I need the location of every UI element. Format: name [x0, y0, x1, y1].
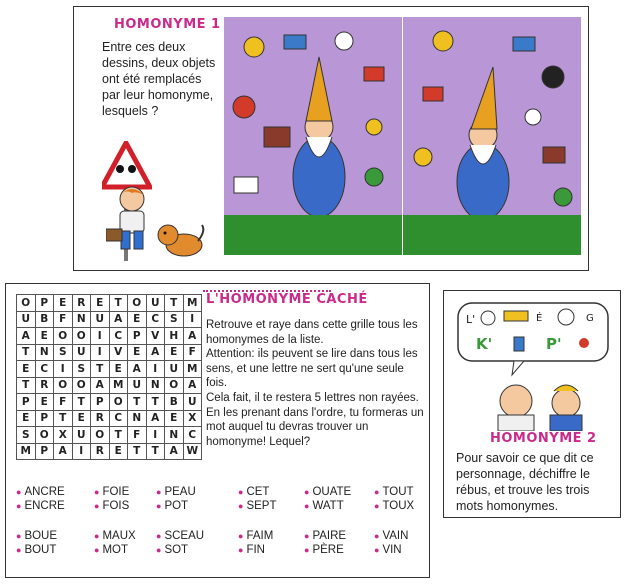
grid-cell[interactable]: I [146, 361, 165, 378]
rebus-illustration [454, 299, 612, 431]
word-label: MAUX [102, 530, 136, 542]
grid-cell[interactable]: O [91, 427, 110, 444]
word-item [374, 500, 414, 512]
word-item [238, 544, 265, 556]
grid-cell[interactable]: A [146, 344, 165, 361]
bullet-icon: ● [156, 501, 162, 511]
grid-cell[interactable]: X [183, 410, 202, 427]
word-label: VIN [382, 544, 402, 556]
word-label: CET [246, 486, 270, 498]
grid-cell[interactable]: U [72, 344, 91, 361]
grid-cell[interactable]: F [54, 311, 73, 328]
word-label: SEPT [246, 500, 277, 512]
homonyme2-text: Pour savoir ce que dit ce personnage, déchiffre le rébus, et trouve les trois mots homonymes. [456, 451, 594, 513]
grid-cell[interactable]: I [72, 443, 91, 460]
grid-cell[interactable]: A [146, 410, 165, 427]
grid-cell[interactable]: A [109, 311, 128, 328]
bullet-icon: ● [238, 531, 244, 541]
bullet-icon: ● [94, 545, 100, 555]
grid-cell[interactable]: X [54, 427, 73, 444]
grid-cell[interactable]: O [72, 377, 91, 394]
grid-cell[interactable]: O [165, 377, 184, 394]
word-label: FOIS [102, 500, 130, 512]
bullet-icon: ● [94, 501, 100, 511]
grid-cell[interactable]: A [183, 328, 202, 345]
svg-text:K': K' [476, 335, 493, 353]
grid-cell[interactable]: T [72, 394, 91, 411]
bullet-icon: ● [16, 487, 22, 497]
word-item [238, 530, 273, 542]
grid-cell[interactable]: U [91, 311, 110, 328]
word-label: PAIRE [312, 530, 347, 542]
word-item [16, 500, 65, 512]
word-label: POT [164, 500, 189, 512]
grid-cell[interactable]: H [165, 328, 184, 345]
grid-cell[interactable]: E [91, 295, 110, 312]
word-item [374, 530, 408, 542]
word-item [156, 544, 188, 556]
grid-cell[interactable]: A [183, 377, 202, 394]
grid-cell[interactable]: P [35, 443, 54, 460]
grid-cell[interactable]: M [17, 443, 36, 460]
word-label: PÈRE [312, 544, 344, 556]
grid-cell[interactable]: U [72, 427, 91, 444]
bullet-icon: ● [156, 531, 162, 541]
word-item [156, 500, 188, 512]
grid-cell[interactable]: N [72, 311, 91, 328]
grid-cell[interactable]: R [91, 443, 110, 460]
grid-row [17, 394, 202, 411]
grid-row [17, 361, 202, 378]
grid-cell[interactable]: T [128, 443, 147, 460]
grid-cell[interactable]: T [128, 394, 147, 411]
grid-cell[interactable]: N [35, 344, 54, 361]
svg-text:G: G [586, 313, 594, 324]
grid-cell[interactable]: F [128, 427, 147, 444]
grid-cell[interactable]: S [17, 427, 36, 444]
grid-cell[interactable]: T [17, 377, 36, 394]
grid-cell[interactable]: S [165, 311, 184, 328]
grid-cell[interactable]: P [35, 410, 54, 427]
grid-cell[interactable]: R [91, 410, 110, 427]
grid-cell[interactable]: I [54, 361, 73, 378]
word-label: WATT [312, 500, 344, 512]
grid-cell[interactable]: O [17, 295, 36, 312]
grid-cell[interactable]: O [72, 328, 91, 345]
word-item [238, 486, 269, 498]
grid-cell[interactable]: T [146, 394, 165, 411]
bullet-icon: ● [238, 487, 244, 497]
grid-row [17, 410, 202, 427]
grid-cell[interactable]: N [146, 377, 165, 394]
grid-cell[interactable]: I [146, 427, 165, 444]
grid-cell[interactable]: U [128, 377, 147, 394]
grid-cell[interactable]: E [109, 443, 128, 460]
word-item [94, 544, 128, 556]
grid-cell[interactable]: E [109, 361, 128, 378]
grid-cell[interactable]: U [165, 361, 184, 378]
bullet-icon: ● [94, 531, 100, 541]
grid-cell[interactable]: O [128, 295, 147, 312]
grid-cell[interactable]: P [35, 295, 54, 312]
word-item [156, 530, 204, 542]
word-item [374, 486, 414, 498]
bullet-icon: ● [238, 545, 244, 555]
grid-cell[interactable]: C [183, 427, 202, 444]
grid-cell[interactable]: M [109, 377, 128, 394]
grid-cell[interactable]: R [72, 295, 91, 312]
drawing-right [403, 17, 581, 255]
grid-cell[interactable]: T [109, 295, 128, 312]
grid-cell[interactable]: V [109, 344, 128, 361]
word-label: OUATE [312, 486, 352, 498]
grid-cell[interactable]: C [35, 361, 54, 378]
grid-cell[interactable]: P [128, 328, 147, 345]
word-item [304, 530, 346, 542]
grid-cell[interactable]: I [183, 311, 202, 328]
word-item [16, 530, 57, 542]
grid-cell[interactable]: E [35, 328, 54, 345]
grid-cell[interactable]: U [183, 394, 202, 411]
bullet-icon: ● [156, 487, 162, 497]
grid-cell[interactable]: O [109, 394, 128, 411]
instruction-1: Retrouve et raye dans cette grille tous les homonymes de la liste. [206, 319, 418, 346]
drawing-left [224, 17, 402, 255]
homonyme1-title: HOMONYME 1 [114, 17, 221, 32]
word-item [304, 500, 344, 512]
grid-cell[interactable]: S [72, 361, 91, 378]
bullet-icon: ● [16, 501, 22, 511]
instructions [206, 318, 428, 449]
bullet-icon: ● [304, 501, 310, 511]
bullet-icon: ● [374, 487, 380, 497]
grid-cell[interactable]: E [165, 344, 184, 361]
grid-cell[interactable]: E [17, 410, 36, 427]
grid-cell[interactable]: O [54, 377, 73, 394]
grid-cell[interactable]: C [109, 410, 128, 427]
grid-cell[interactable]: U [146, 295, 165, 312]
boy-illustration [106, 185, 152, 253]
grid-cell[interactable]: S [54, 344, 73, 361]
grid-cell[interactable]: E [128, 344, 147, 361]
grid-cell[interactable]: F [54, 394, 73, 411]
grid-cell[interactable]: T [17, 344, 36, 361]
grid-cell[interactable]: I [91, 328, 110, 345]
bullet-icon: ● [304, 545, 310, 555]
word-item [16, 486, 65, 498]
grid-cell[interactable]: A [128, 361, 147, 378]
grid-cell[interactable]: U [17, 311, 36, 328]
bullet-icon: ● [374, 531, 380, 541]
grid-row [17, 443, 202, 460]
word-label: FOIE [102, 486, 130, 498]
grid-cell[interactable]: A [17, 328, 36, 345]
grid-cell[interactable]: M [183, 361, 202, 378]
grid-row [17, 427, 202, 444]
word-item [304, 486, 351, 498]
grid-cell[interactable]: P [17, 394, 36, 411]
homonyme1-panel [73, 6, 589, 271]
grid-cell[interactable]: R [35, 377, 54, 394]
grid-row [17, 295, 202, 312]
word-item [94, 500, 129, 512]
homonyme-cache-panel [5, 283, 430, 578]
grid-cell[interactable]: C [109, 328, 128, 345]
grid-cell[interactable]: W [183, 443, 202, 460]
homonyme2-title: HOMONYME 2 [490, 431, 597, 446]
grid-cell[interactable]: N [128, 410, 147, 427]
homonyme2-panel [443, 290, 621, 518]
homonyme1-intro: Entre ces deux dessins, deux objets ont été remplacés par leur homonyme, lesquels ? [102, 40, 216, 118]
homonyme-cache-title: L'HOMONYME CACHÉ [206, 292, 368, 307]
grid-cell[interactable]: E [54, 295, 73, 312]
bullet-icon: ● [156, 545, 162, 555]
word-label: MOT [102, 544, 128, 556]
grid-cell[interactable]: E [128, 311, 147, 328]
grid-cell[interactable]: O [54, 328, 73, 345]
grid-row [17, 344, 202, 361]
word-label: TOUT [382, 486, 414, 498]
grid-row [17, 311, 202, 328]
grid-cell[interactable]: B [165, 394, 184, 411]
word-item [16, 544, 56, 556]
grid-cell[interactable]: E [165, 410, 184, 427]
letter-grid[interactable] [16, 294, 202, 460]
bullet-icon: ● [16, 545, 22, 555]
word-label: SCEAU [164, 530, 205, 542]
instruction-4: En les prenant dans l'ordre, tu formeras un mot auquel tu devras trouver un homonyme! Lequel? [206, 406, 424, 448]
bullet-icon: ● [16, 531, 22, 541]
grid-cell[interactable]: T [54, 410, 73, 427]
grid-cell[interactable]: B [35, 311, 54, 328]
grid-cell[interactable]: O [35, 427, 54, 444]
svg-text:É: É [536, 313, 543, 324]
bullet-icon: ● [374, 501, 380, 511]
svg-text:P': P' [546, 335, 562, 353]
grid-row [17, 377, 202, 394]
grid-cell[interactable]: T [146, 443, 165, 460]
grid-cell[interactable]: P [91, 394, 110, 411]
bullet-icon: ● [238, 501, 244, 511]
grid-row [17, 328, 202, 345]
grid-cell[interactable]: V [146, 328, 165, 345]
grid-cell[interactable]: T [91, 361, 110, 378]
grid-cell[interactable]: E [72, 410, 91, 427]
word-label: BOUE [24, 530, 58, 542]
dog-illustration [154, 221, 206, 259]
word-label: TOUX [382, 500, 415, 512]
grid-cell[interactable]: A [54, 443, 73, 460]
bullet-icon: ● [94, 487, 100, 497]
grid-cell[interactable]: F [183, 344, 202, 361]
word-label: VAIN [382, 530, 409, 542]
grid-cell[interactable]: N [165, 427, 184, 444]
word-item [156, 486, 196, 498]
grid-cell[interactable]: T [109, 427, 128, 444]
word-item [238, 500, 276, 512]
grid-cell[interactable]: E [35, 394, 54, 411]
word-item [304, 544, 344, 556]
instruction-2: Attention: ils peuvent se lire dans tous les sens, et une lettre ne sert qu'une seule fois. [206, 348, 418, 390]
instruction-3: Cela fait, il te restera 5 lettres non rayées. [206, 391, 419, 404]
word-item [94, 486, 129, 498]
word-label: ANCRE [24, 486, 65, 498]
grid-cell[interactable]: T [165, 295, 184, 312]
bullet-icon: ● [304, 531, 310, 541]
word-item [94, 530, 136, 542]
bullet-icon: ● [304, 487, 310, 497]
word-label: FIN [246, 544, 265, 556]
word-label: BOUT [24, 544, 57, 556]
word-label: FAIM [246, 530, 274, 542]
grid-cell[interactable]: M [183, 295, 202, 312]
grid-cell[interactable]: I [91, 344, 110, 361]
word-label: PEAU [164, 486, 196, 498]
word-item [374, 544, 402, 556]
grid-cell[interactable]: E [17, 361, 36, 378]
word-label: SOT [164, 544, 189, 556]
grid-cell[interactable]: A [91, 377, 110, 394]
word-label: ENCRE [24, 500, 65, 512]
grid-cell[interactable]: C [146, 311, 165, 328]
grid-cell[interactable]: A [165, 443, 184, 460]
svg-text:L': L' [466, 313, 476, 326]
bullet-icon: ● [374, 545, 380, 555]
